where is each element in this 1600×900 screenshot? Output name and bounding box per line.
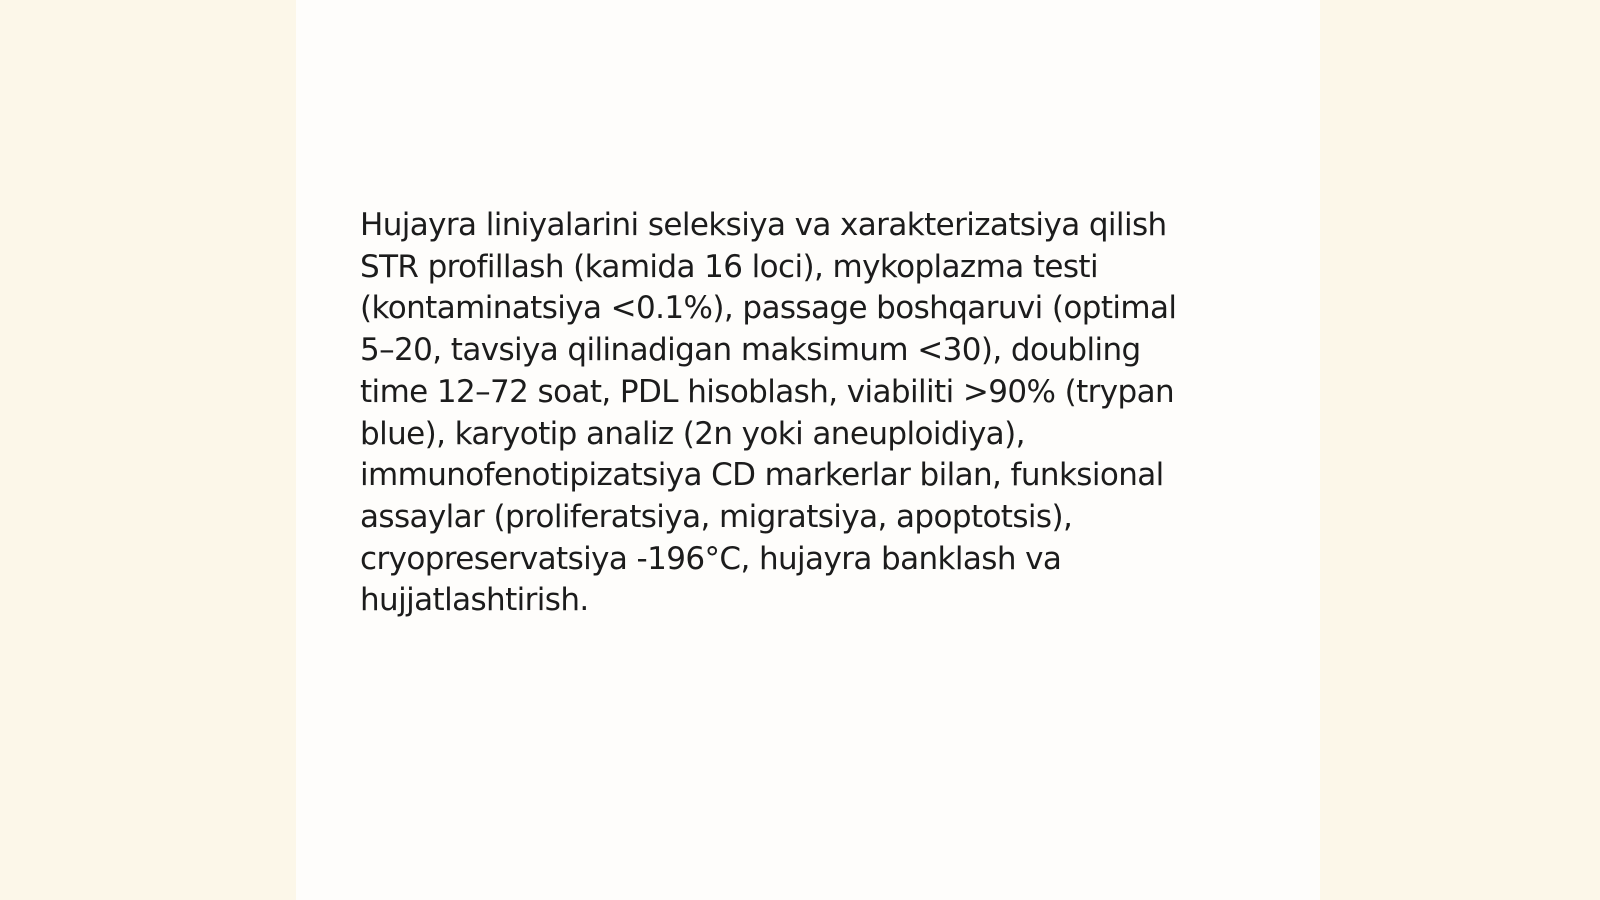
paragraph-line: immunofenotipizatsiya CD markerlar bilan, funksional	[360, 457, 1164, 494]
paragraph-line: assaylar (proliferatsiya, migratsiya, apoptotsis),	[360, 498, 1073, 535]
paragraph-line: Hujayra liniyalarini seleksiya va xarakterizatsiya qilish	[360, 207, 1167, 243]
paragraph-line: cryopreservatsiya -196°C, hujayra banklash va	[360, 540, 1062, 577]
document-page	[296, 0, 1320, 900]
body-paragraph	[360, 205, 1260, 622]
paragraph-line: STR profillash (kamida 16 loci), mykoplazma testi	[360, 248, 1099, 285]
paragraph-line: time 12–72 soat, PDL hisoblash, viabiliti >90% (trypan	[360, 373, 1175, 410]
paragraph-line: 5–20, tavsiya qilinadigan maksimum <30), doubling	[360, 332, 1141, 369]
paragraph-line: blue), karyotip analiz (2n yoki aneuploidiya),	[360, 415, 1025, 452]
paragraph-line: (kontaminatsiya <0.1%), passage boshqaruvi (optimal	[360, 290, 1177, 327]
paragraph-line: hujjatlashtirish.	[360, 582, 589, 619]
